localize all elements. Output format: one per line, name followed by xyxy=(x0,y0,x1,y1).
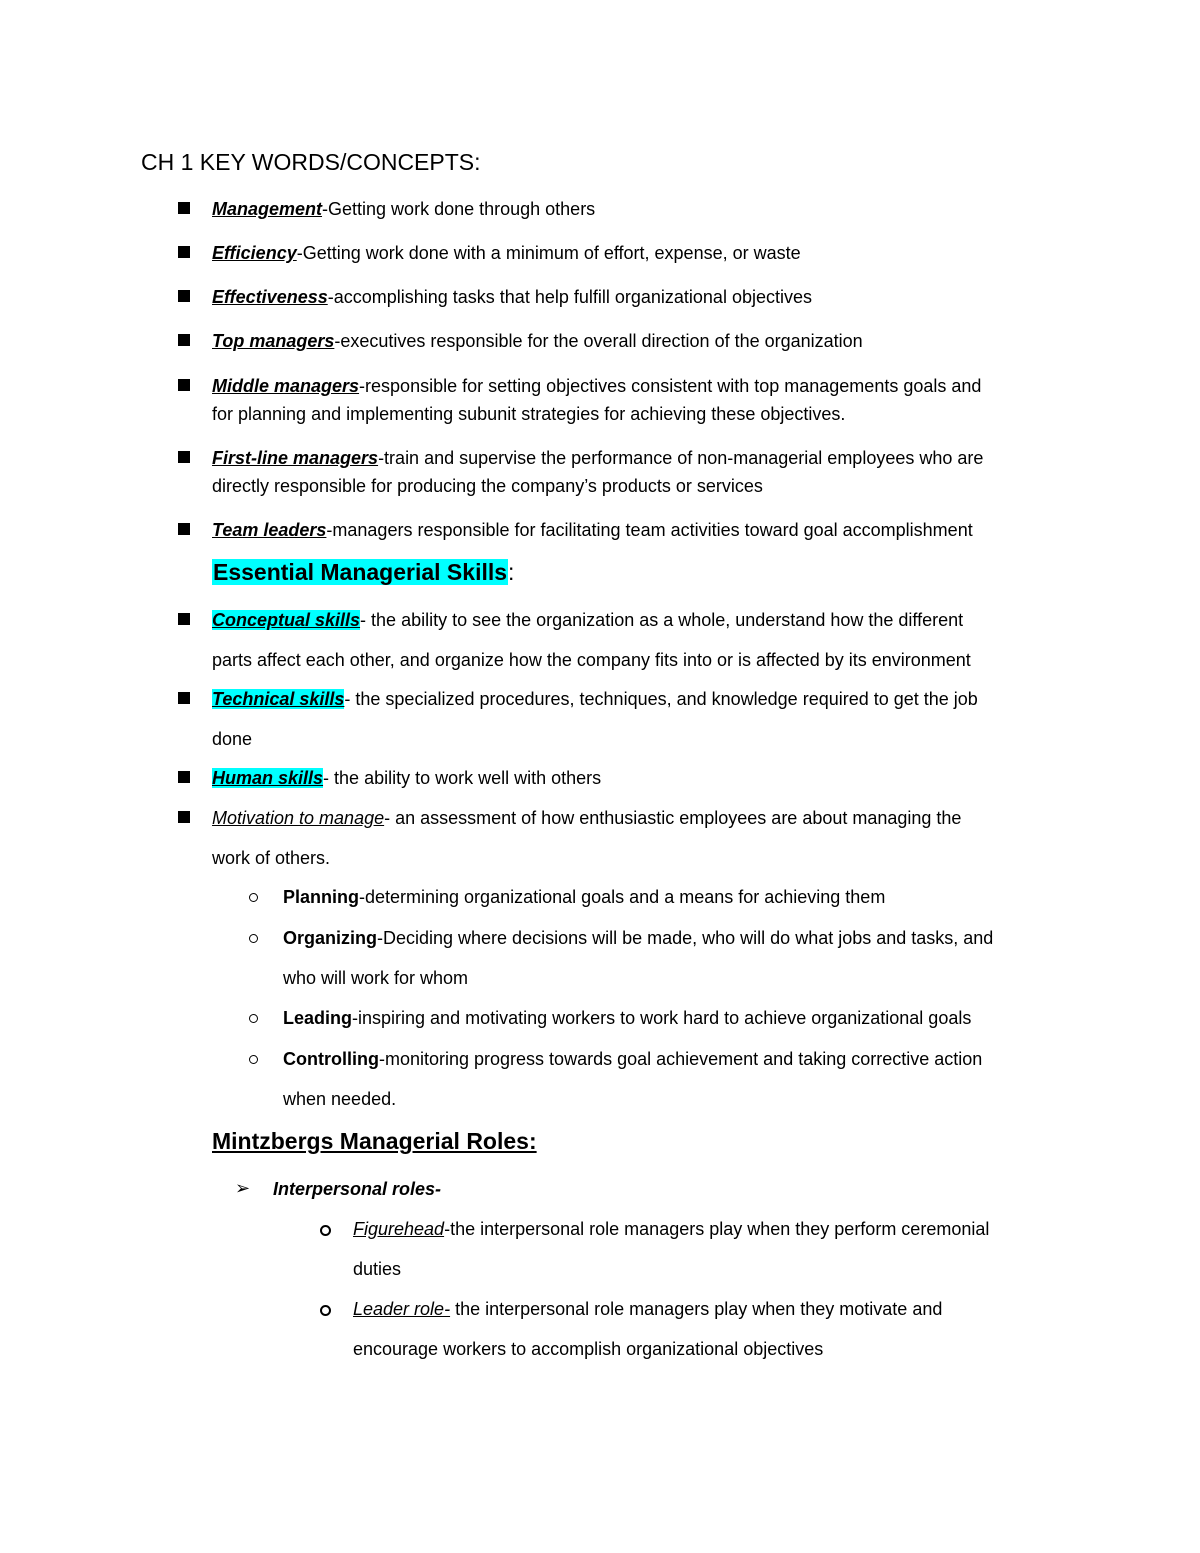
role-group xyxy=(235,1175,1073,1203)
function-definition-continued: when needed. xyxy=(283,1089,397,1109)
circle-bullet-icon xyxy=(249,1014,258,1023)
arrow-bullet-icon: ➢ xyxy=(235,1178,251,1199)
term-label: Team leaders xyxy=(212,520,327,540)
list-item xyxy=(212,804,1072,884)
page-title: CH 1 KEY WORDS/CONCEPTS: xyxy=(141,149,481,175)
list-item xyxy=(212,764,1072,792)
list-item xyxy=(212,516,1072,544)
term-definition: - the ability to work well with others xyxy=(323,768,602,788)
term-label: Technical skills xyxy=(212,689,345,709)
role-item xyxy=(353,1295,1073,1375)
role-definition: -the interpersonal role managers play when they perform ceremonial xyxy=(444,1219,990,1239)
square-bullet-icon xyxy=(178,523,190,535)
function-definition: -inspiring and motivating workers to work hard to achieve organizational goals xyxy=(352,1008,972,1028)
sub-list-item xyxy=(283,883,1073,911)
sub-list-item xyxy=(283,924,1073,1004)
square-bullet-icon xyxy=(178,246,190,258)
term-definition: - the specialized procedures, techniques, and knowledge required to get the job xyxy=(344,689,978,709)
function-label: Leading xyxy=(283,1008,353,1028)
list-item xyxy=(212,444,1072,500)
square-bullet-icon xyxy=(178,613,190,625)
circle-bullet-icon xyxy=(249,893,258,902)
section-heading-skills xyxy=(212,555,514,589)
term-definition-continued: for planning and implementing subunit strategies for achieving these objectives. xyxy=(212,404,846,424)
list-item xyxy=(212,283,1072,311)
square-bullet-icon xyxy=(178,290,190,302)
function-definition: -Deciding where decisions will be made, who will do what jobs and tasks, and xyxy=(377,928,994,948)
square-bullet-icon xyxy=(178,202,190,214)
term-definition: -executives responsible for the overall direction of the organization xyxy=(334,331,863,351)
term-label: Conceptual skills xyxy=(212,610,361,630)
term-label: Efficiency xyxy=(212,243,297,263)
term-definition-continued: done xyxy=(212,729,253,749)
square-bullet-icon xyxy=(178,771,190,783)
circle-bullet-icon xyxy=(320,1225,331,1236)
role-label: Figurehead xyxy=(353,1219,445,1239)
list-item xyxy=(212,606,1072,686)
term-definition: -Getting work done with a minimum of effort, expense, or waste xyxy=(296,243,801,263)
sub-list-item xyxy=(283,1004,1073,1032)
function-definition: -monitoring progress towards goal achievement and taking corrective action xyxy=(378,1049,983,1069)
square-bullet-icon xyxy=(178,451,190,463)
list-item xyxy=(212,195,1072,223)
function-label: Organizing xyxy=(283,928,377,948)
list-item xyxy=(212,685,1072,765)
term-definition-continued: work of others. xyxy=(212,848,331,868)
circle-bullet-icon xyxy=(249,934,258,943)
term-definition: -responsible for setting objectives consistent with top managements goals and xyxy=(359,376,982,396)
term-label: Human skills xyxy=(212,768,324,788)
term-definition: -accomplishing tasks that help fulfill organizational objectives xyxy=(327,287,812,307)
square-bullet-icon xyxy=(178,334,190,346)
heading-suffix: : xyxy=(508,559,515,585)
role-group-label: Interpersonal roles- xyxy=(273,1179,442,1199)
function-definition-continued: who will work for whom xyxy=(283,968,469,988)
square-bullet-icon xyxy=(178,692,190,704)
term-label: Effectiveness xyxy=(212,287,328,307)
list-item xyxy=(212,327,1072,355)
heading-highlight: Essential Managerial Skills xyxy=(213,559,508,585)
term-label: First-line managers xyxy=(212,448,379,468)
circle-bullet-icon xyxy=(249,1055,258,1064)
role-item xyxy=(353,1215,1073,1295)
role-definition: the interpersonal role managers play when they motivate and xyxy=(450,1299,943,1319)
term-definition-continued: directly responsible for producing the company’s products or services xyxy=(212,476,763,496)
term-definition: - an assessment of how enthusiastic employees are about managing the xyxy=(384,808,962,828)
role-definition-continued: encourage workers to accomplish organizational objectives xyxy=(353,1339,824,1359)
term-definition: -managers responsible for facilitating team activities toward goal accomplishment xyxy=(326,520,973,540)
term-label: Motivation to manage xyxy=(212,808,385,828)
section-heading-roles: Mintzbergs Managerial Roles: xyxy=(212,1128,537,1154)
term-definition-continued: parts affect each other, and organize how the company fits into or is affected by its environment xyxy=(212,650,971,670)
function-label: Controlling xyxy=(283,1049,379,1069)
function-definition: -determining organizational goals and a means for achieving them xyxy=(359,887,886,907)
term-label: Management xyxy=(212,199,323,219)
term-definition: - the ability to see the organization as a whole, understand how the different xyxy=(360,610,964,630)
term-label: Top managers xyxy=(212,331,335,351)
list-item xyxy=(212,372,1072,428)
list-item xyxy=(212,239,1072,267)
function-label: Planning xyxy=(283,887,359,907)
term-definition: -train and supervise the performance of non-managerial employees who are xyxy=(378,448,984,468)
role-definition-continued: duties xyxy=(353,1259,402,1279)
term-label: Middle managers xyxy=(212,376,360,396)
sub-list-item xyxy=(283,1045,1073,1125)
role-label: Leader role- xyxy=(353,1299,451,1319)
square-bullet-icon xyxy=(178,811,190,823)
term-definition: -Getting work done through others xyxy=(322,199,596,219)
circle-bullet-icon xyxy=(320,1305,331,1316)
square-bullet-icon xyxy=(178,379,190,391)
